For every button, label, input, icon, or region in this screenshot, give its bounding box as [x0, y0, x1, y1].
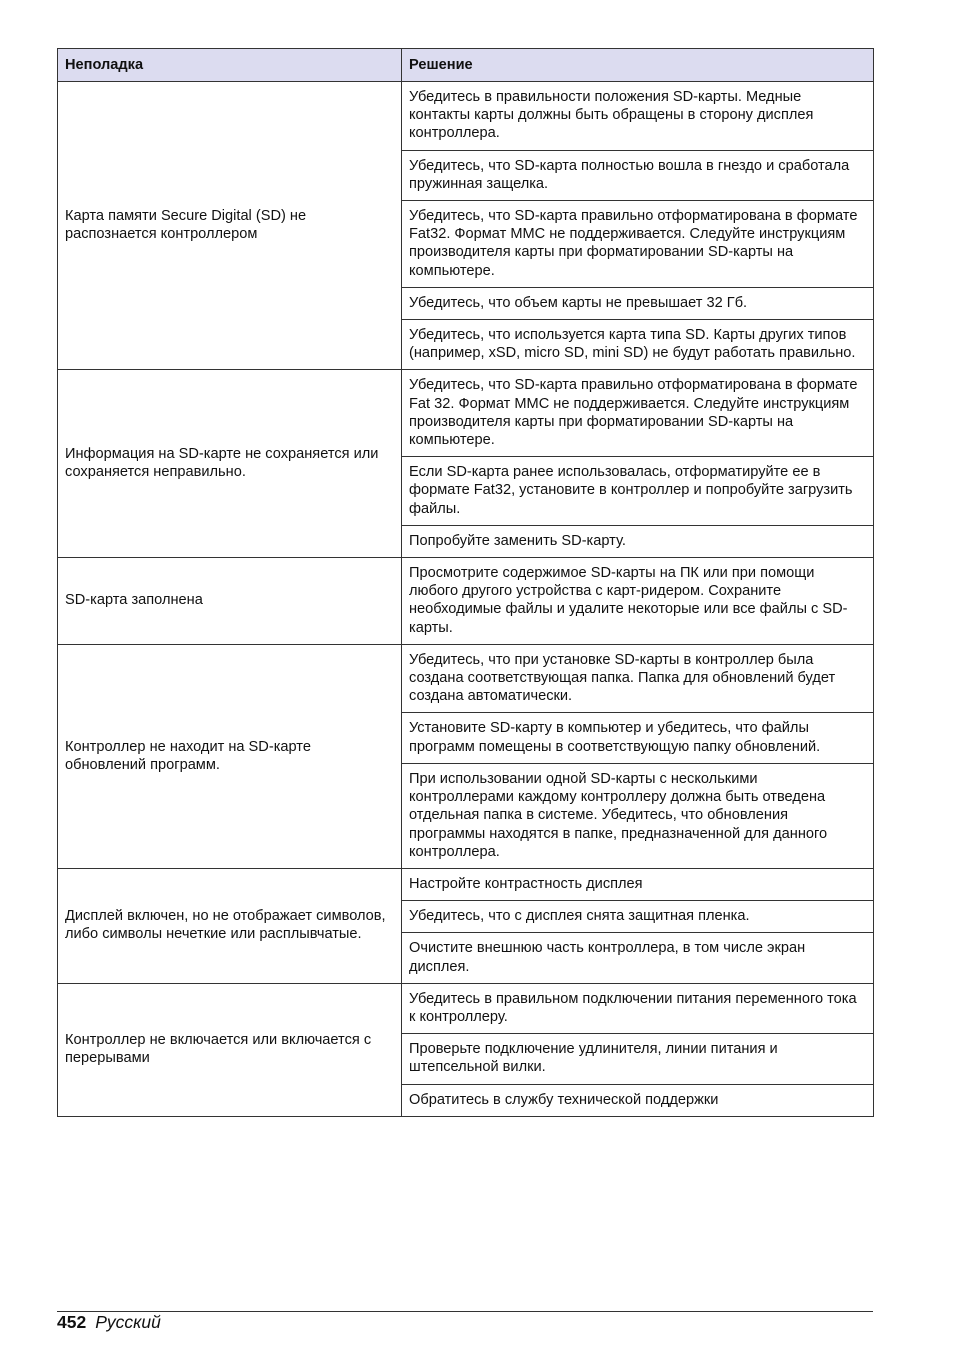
- solution-cell: Попробуйте заменить SD-карту.: [402, 525, 874, 557]
- table-header-row: [58, 49, 874, 82]
- solution-cell: Настройте контрастность дисплея: [402, 868, 874, 900]
- problem-cell: Дисплей включен, но не отображает символов, либо символы нечеткие или расплывчатые.: [58, 868, 402, 983]
- table-row: [58, 644, 874, 713]
- solution-cell: Убедитесь, что объем карты не превышает 32 Гб.: [402, 287, 874, 319]
- solution-cell: Убедитесь, что SD-карта полностью вошла в гнездо и сработала пружинная защелка.: [402, 150, 874, 200]
- solution-cell: Если SD-карта ранее использовалась, отформатируйте ее в формате Fat32, установите в контроллер и попробуйте загрузить файлы.: [402, 457, 874, 526]
- solution-cell: Просмотрите содержимое SD-карты на ПК или при помощи любого другого устройства с карт-ридером. Сохраните необходимые файлы и удалите некоторые или все файлы с SD-карты.: [402, 558, 874, 645]
- page-language: Русский: [95, 1312, 161, 1332]
- table-row: [58, 370, 874, 457]
- problem-cell: Контроллер не находит на SD-карте обновлений программ.: [58, 644, 402, 868]
- troubleshooting-table: [57, 48, 874, 1117]
- table-row: [58, 983, 874, 1033]
- problem-cell: SD-карта заполнена: [58, 558, 402, 645]
- solution-cell: Убедитесь в правильности положения SD-карты. Медные контакты карты должны быть обращены в сторону дисплея контроллера.: [402, 82, 874, 151]
- column-header-problem: Неполадка: [58, 49, 402, 82]
- solution-cell: Убедитесь, что SD-карта правильно отформатирована в формате Fat 32. Формат MMC не поддерживается. Следуйте инструкциям производителя карты при форматировании SD-карты на компьютере.: [402, 370, 874, 457]
- table-row: [58, 558, 874, 645]
- problem-cell: Карта памяти Secure Digital (SD) не распознается контроллером: [58, 82, 402, 370]
- page-number: 452: [57, 1312, 87, 1332]
- footer-divider: [57, 1311, 873, 1312]
- solution-cell: Убедитесь, что при установке SD-карты в контроллер была создана соответствующая папка. Папка для обновлений будет создана автоматически.: [402, 644, 874, 713]
- column-header-solution: Решение: [402, 49, 874, 82]
- solution-cell: Убедитесь, что используется карта типа SD. Карты других типов (например, xSD, micro SD, mini SD) не будут работать правильно.: [402, 320, 874, 370]
- solution-cell: Установите SD-карту в компьютер и убедитесь, что файлы программ помещены в соответствующую папку обновлений.: [402, 713, 874, 763]
- solution-cell: Проверьте подключение удлинителя, линии питания и штепсельной вилки.: [402, 1034, 874, 1084]
- solution-cell: Убедитесь, что SD-карта правильно отформатирована в формате Fat32. Формат MMC не поддерживается. Следуйте инструкциям производителя карты при форматировании SD-карты на компьютере.: [402, 201, 874, 288]
- solution-cell: Обратитесь в службу технической поддержки: [402, 1084, 874, 1116]
- table-header: [58, 49, 874, 82]
- problem-cell: Информация на SD-карте не сохраняется или сохраняется неправильно.: [58, 370, 402, 558]
- solution-cell: Очистите внешнюю часть контроллера, в том числе экран дисплея.: [402, 933, 874, 983]
- table-row: [58, 82, 874, 151]
- solution-cell: Убедитесь, что с дисплея снята защитная пленка.: [402, 901, 874, 933]
- solution-cell: Убедитесь в правильном подключении питания переменного тока к контроллеру.: [402, 983, 874, 1033]
- table-row: [58, 868, 874, 900]
- solution-cell: При использовании одной SD-карты с несколькими контроллерами каждому контроллеру должна быть отведена отдельная папка в системе. Убедитесь, что обновления программы находятся в папке, предназначенной для данного контроллера.: [402, 763, 874, 868]
- problem-cell: Контроллер не включается или включается с перерывами: [58, 983, 402, 1116]
- page-footer: [57, 1312, 161, 1332]
